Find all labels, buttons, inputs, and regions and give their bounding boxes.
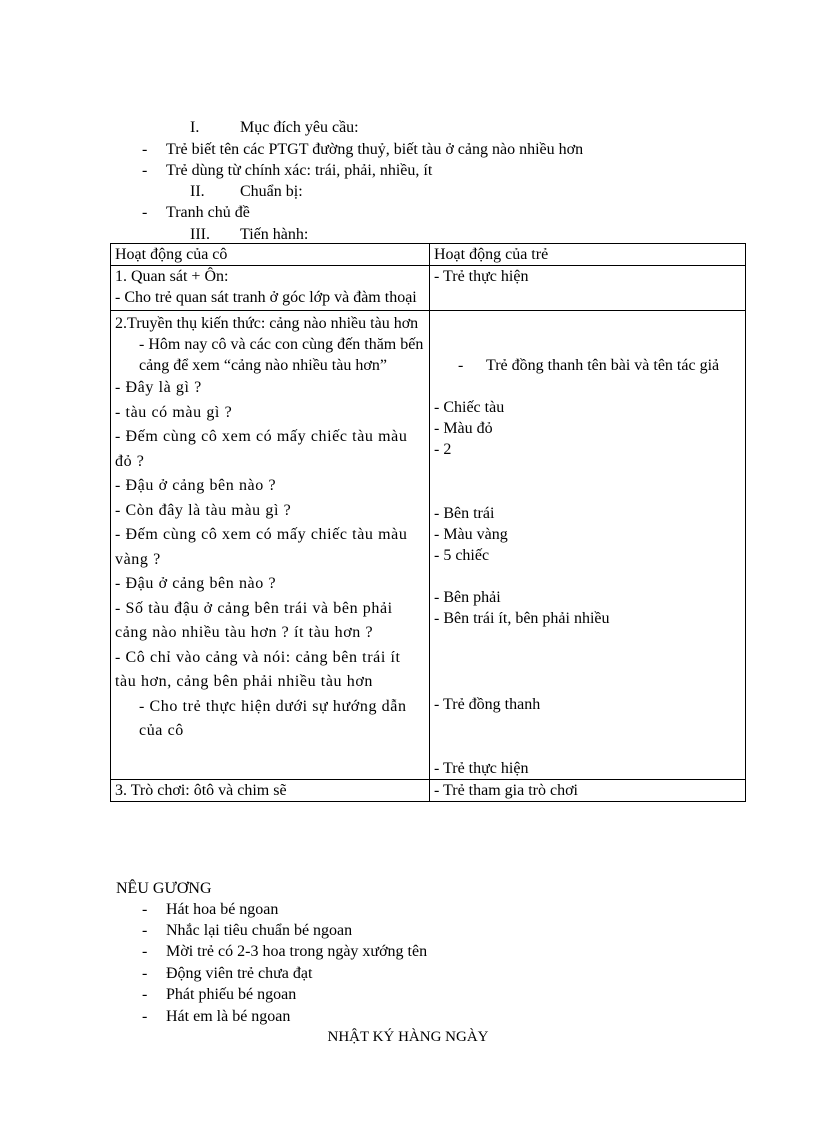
section-number: II. — [190, 183, 205, 200]
cell-line — [434, 355, 741, 376]
table-row — [111, 780, 746, 802]
section-number: I. — [190, 119, 200, 136]
cell-line: 2.Truyền thụ kiến thức: cảng nào nhiều tàu hơn — [115, 315, 419, 332]
teacher-cell — [111, 266, 430, 311]
cell-line: - Chiếc tàu — [434, 399, 505, 416]
list-bullet: - — [142, 1008, 148, 1025]
neu-guong-title: NÊU GƯƠNG — [116, 880, 212, 897]
cell-line: - Bên phải — [434, 589, 501, 606]
list-bullet: - — [142, 986, 148, 1003]
cell-line: - Bên trái ít, bên phải nhiều — [434, 610, 610, 627]
cell-line: - Đếm cùng cô xem có mấy chiếc tàu màu vàng ? — [115, 526, 408, 568]
activity-table — [110, 243, 746, 802]
table-row — [111, 266, 746, 311]
teacher-cell: 3. Trò chơi: ôtô và chim sẽ — [111, 780, 430, 802]
cell-line: - Trẻ đồng thanh — [434, 696, 541, 713]
child-cell: - Trẻ tham gia trò chơi — [430, 780, 746, 802]
section-title: Chuẩn bị: — [240, 183, 303, 200]
list-bullet: - — [142, 162, 148, 179]
section-title: Mục đích yêu cầu: — [240, 119, 359, 136]
table-header-row — [111, 244, 746, 266]
list-item: Mời trẻ có 2-3 hoa trong ngày xướng tên — [166, 943, 428, 960]
teacher-cell — [111, 311, 430, 780]
list-bullet: - — [142, 901, 148, 918]
section-title: Tiến hành: — [240, 226, 309, 243]
cell-line: - Còn đây là tàu màu gì ? — [115, 501, 292, 519]
list-item: Trẻ dùng từ chính xác: trái, phải, nhiều, ít — [166, 162, 433, 179]
table-row — [111, 311, 746, 780]
cell-line: - Trẻ thực hiện — [434, 268, 529, 285]
list-item: Phát phiếu bé ngoan — [166, 986, 297, 1003]
cell-line: - Trẻ thực hiện — [434, 760, 529, 777]
footer-title: NHẬT KÝ HÀNG NGÀY — [327, 1029, 489, 1045]
list-item: Động viên trẻ chưa đạt — [166, 965, 313, 982]
list-bullet: - — [142, 204, 148, 221]
header-teacher: Hoạt động của cô — [111, 244, 430, 266]
child-cell — [430, 266, 746, 311]
list-item: Trẻ biết tên các PTGT đường thuỷ, biết tàu ở cảng nào nhiều hơn — [166, 141, 584, 158]
list-item: Tranh chủ đề — [166, 204, 250, 221]
cell-line: - 5 chiếc — [434, 547, 490, 564]
list-bullet: - — [142, 141, 148, 158]
cell-line: - Đếm cùng cô xem có mấy chiếc tàu màu đỏ ? — [115, 428, 408, 470]
cell-line: - Số tàu đậu ở cảng bên trái và bên phải cảng nào nhiều tàu hơn ? ít tàu hơn ? — [115, 599, 393, 641]
cell-line: - Màu đỏ — [434, 420, 493, 437]
section-number: III. — [190, 226, 210, 243]
list-bullet: - — [142, 965, 148, 982]
list-item: Hát hoa bé ngoan — [166, 901, 279, 918]
cell-line: - Đây là gì ? — [115, 379, 202, 396]
cell-line: - Hôm nay cô và các con cùng đến thăm bến cảng để xem “cảng nào nhiều tàu hơn” — [139, 336, 424, 374]
list-item: Hát em là bé ngoan — [166, 1008, 291, 1025]
cell-line: - Cô chỉ vào cảng và nói: cảng bên trái ít tàu hơn, cảng bên phải nhiều tàu hơn — [115, 648, 401, 690]
list-bullet: - — [458, 357, 464, 374]
cell-line: 1. Quan sát + Ôn: — [115, 268, 229, 285]
cell-line: - Đậu ở cảng bên nào ? — [115, 477, 277, 494]
cell-line: - 2 — [434, 441, 452, 458]
cell-line: - Cho trẻ quan sát tranh ở góc lớp và đàm thoại — [115, 289, 417, 306]
header-child: Hoạt động của trẻ — [430, 244, 746, 266]
child-cell — [430, 311, 746, 780]
cell-line: - Đậu ở cảng bên nào ? — [115, 575, 277, 592]
cell-line: - tàu có màu gì ? — [115, 403, 233, 421]
list-bullet: - — [142, 943, 148, 960]
list-bullet: - — [142, 922, 148, 939]
cell-line: - Màu vàng — [434, 526, 508, 543]
cell-text: Trẻ đồng thanh tên bài và tên tác giả — [486, 357, 720, 374]
cell-line: - Cho trẻ thực hiện dưới sự hướng dẫn của cô — [139, 697, 407, 739]
cell-line: - Bên trái — [434, 505, 495, 522]
list-item: Nhắc lại tiêu chuẩn bé ngoan — [166, 922, 353, 939]
